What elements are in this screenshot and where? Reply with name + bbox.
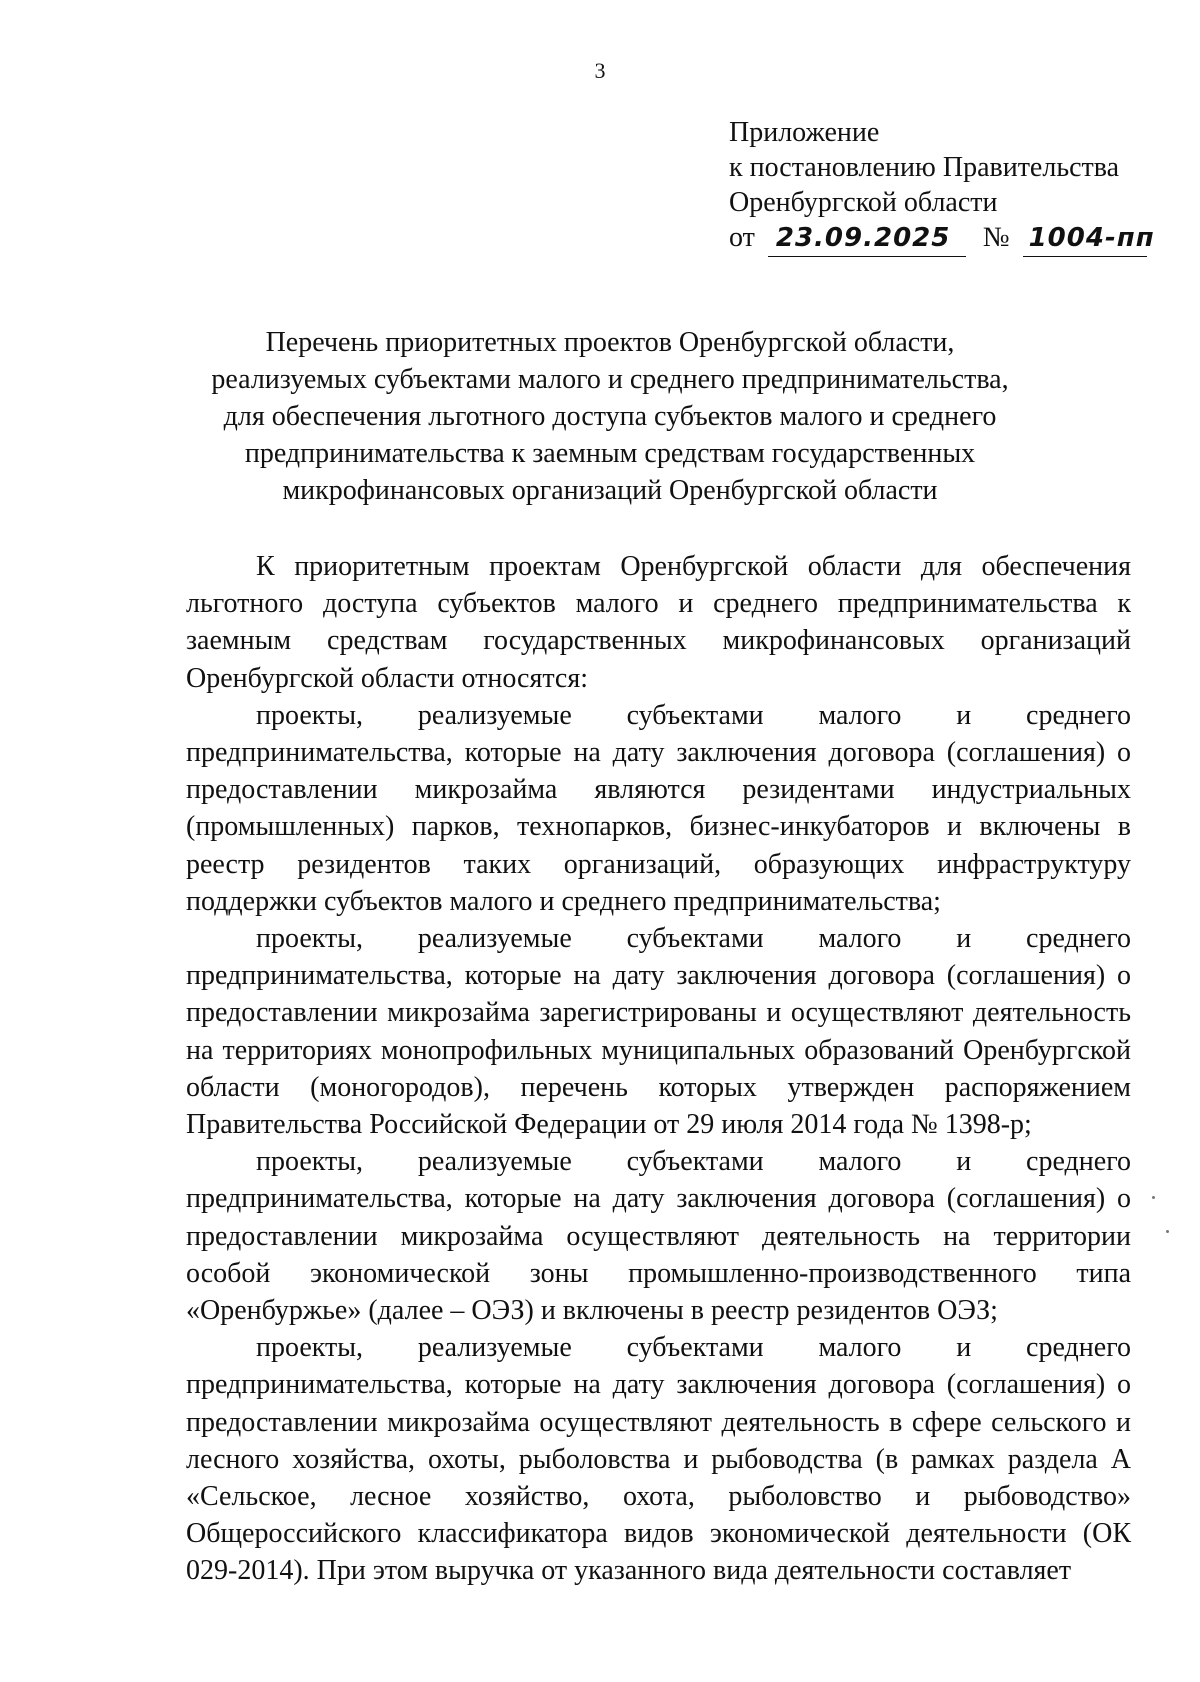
handwritten-number: 1004-пп — [1023, 221, 1147, 257]
appendix-reference: к постановлению Правительства — [729, 152, 1120, 183]
scan-speck — [1166, 1230, 1169, 1233]
number-label: № — [982, 222, 1010, 253]
page-number: 3 — [594, 58, 606, 83]
handwritten-date: 23.09.2025 — [768, 221, 966, 257]
title-line: микрофинансовых организаций Оренбургской области — [282, 475, 938, 506]
title-line: для обеспечения льготного доступа субъектов малого и среднего — [223, 401, 997, 432]
list-paragraph: проекты, реализуемые субъектами малого и среднего предпринимательства, которые на дату заключения договора (соглашения) о предоставлении микрозайма зарегистрированы и осуществляют деятельность на территориях монопрофильных муниципальных образований Оренбургской области (моногородов), перечень которых утвержден распоряжением Правительства Российской Федерации от 29 июля 2014 года № 1398-р; — [186, 923, 1131, 1141]
scan-speck — [1152, 1196, 1155, 1199]
title-line: реализуемых субъектами малого и среднего предпринимательства, — [211, 364, 1009, 395]
list-paragraph: проекты, реализуемые субъектами малого и среднего предпринимательства, которые на дату заключения договора (соглашения) о предоставлении микрозайма являются резидентами индустриальных (промышленных) парков, технопарков, бизнес-инкубаторов и включены в реестр резидентов таких организаций, образующих инфраструктуру поддержки субъектов малого и среднего предпринимательства; — [186, 699, 1131, 917]
appendix-heading: Приложение — [729, 117, 880, 148]
title-line: предпринимательства к заемным средствам государственных — [244, 438, 976, 469]
appendix-block — [729, 115, 1155, 257]
intro-paragraph: К приоритетным проектам Оренбургской области для обеспечения льготного доступа субъектов малого и среднего предпринимательства к заемным средствам государственных микрофинансовых организаций Оренбургской области относятся: — [186, 551, 1131, 694]
title-line: Перечень приоритетных проектов Оренбургской области, — [265, 327, 955, 358]
list-paragraph: проекты, реализуемые субъектами малого и среднего предпринимательства, которые на дату заключения договора (соглашения) о предоставлении микрозайма осуществляют деятельность в сфере сельского и лесного хозяйства, охоты, рыболовства и рыбоводства (в рамках раздела А «Сельское, лесное хозяйство, охота, рыболовство и рыбоводство» Общероссийского классификатора видов экономической деятельности (ОК 029-2014). При этом выручка от указанного вида деятельности составляет — [186, 1332, 1131, 1587]
document-title — [180, 324, 1040, 509]
from-label: от — [729, 222, 755, 253]
appendix-region: Оренбургской области — [729, 187, 998, 218]
document-body — [186, 548, 1131, 1590]
appendix-date-number-line — [729, 220, 1155, 257]
list-paragraph: проекты, реализуемые субъектами малого и среднего предпринимательства, которые на дату заключения договора (соглашения) о предоставлении микрозайма осуществляют деятельность на территории особой экономической зоны промышленно-производственного типа «Оренбуржье» (далее – ОЭЗ) и включены в реестр резидентов ОЭЗ; — [186, 1146, 1131, 1327]
